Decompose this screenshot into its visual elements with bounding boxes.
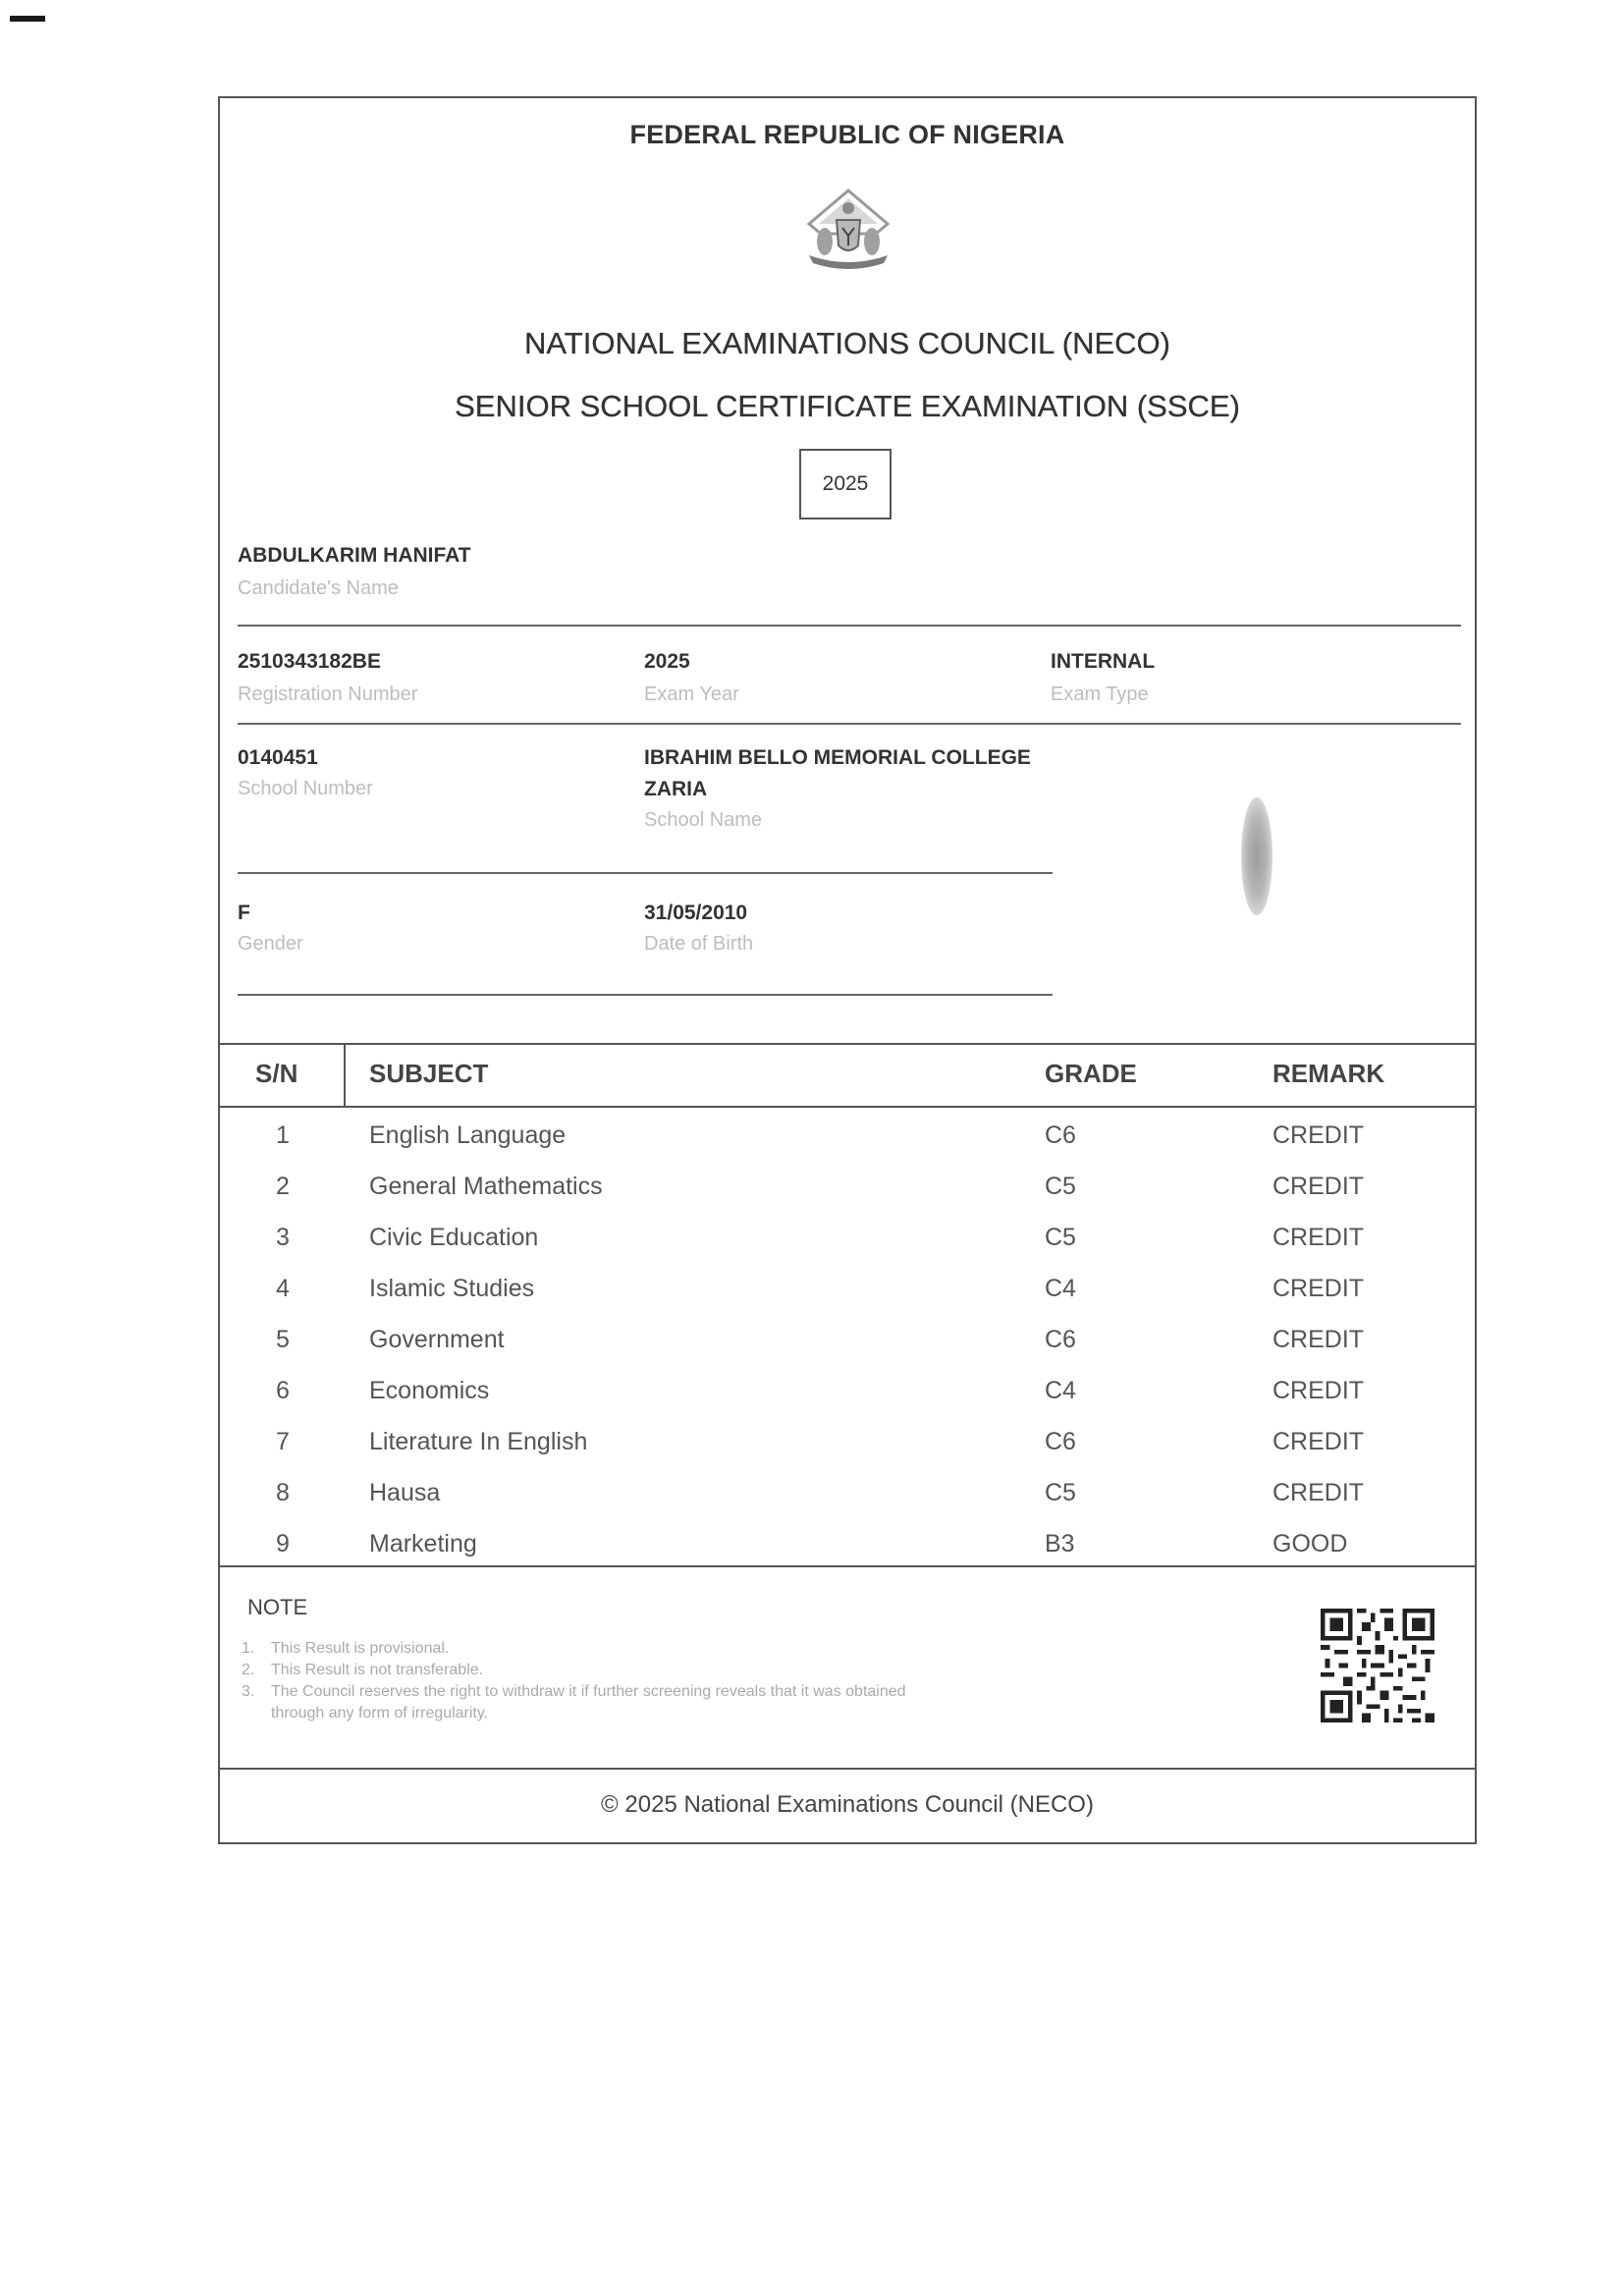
cell-sn: 6 — [276, 1377, 290, 1404]
cell-remark: CREDIT — [1272, 1275, 1365, 1302]
cell-remark: CREDIT — [1272, 1224, 1365, 1251]
note-text: This Result is not transferable. — [271, 1662, 484, 1678]
candidate-name: ABDULKARIM HANIFAT — [238, 544, 471, 567]
cell-subject: English Language — [369, 1121, 567, 1149]
school-number: 0140451 — [238, 746, 318, 769]
divider — [238, 625, 1461, 627]
coat-of-arms-icon — [799, 185, 897, 273]
cell-grade: C4 — [1045, 1377, 1076, 1404]
table-row — [220, 1418, 1479, 1469]
note-number: 1. — [242, 1640, 255, 1657]
date-of-birth-label: Date of Birth — [644, 933, 754, 955]
footer-divider — [220, 1768, 1475, 1770]
exam-year: 2025 — [644, 650, 690, 673]
cell-sn: 2 — [276, 1173, 290, 1200]
cell-remark: CREDIT — [1272, 1428, 1365, 1455]
cell-subject: Hausa — [369, 1479, 441, 1506]
copyright: © 2025 National Examinations Council (NECO) — [601, 1791, 1094, 1818]
table-bottom-border — [220, 1565, 1475, 1567]
school-name-line1: IBRAHIM BELLO MEMORIAL COLLEGE — [644, 746, 1031, 769]
cell-remark: CREDIT — [1272, 1479, 1365, 1506]
table-top-border — [220, 1043, 1475, 1045]
table-row — [220, 1520, 1479, 1571]
school-name-line2: ZARIA — [644, 778, 708, 800]
note-text: This Result is provisional. — [271, 1640, 450, 1657]
header-sn: S/N — [255, 1059, 298, 1088]
cell-grade: C5 — [1045, 1173, 1076, 1200]
table-header-separator — [344, 1043, 346, 1108]
cell-remark: GOOD — [1272, 1530, 1348, 1558]
cell-subject: General Mathematics — [369, 1173, 603, 1200]
table-row — [220, 1163, 1479, 1214]
table-row — [220, 1112, 1479, 1163]
scan-edge-mark — [10, 16, 45, 22]
cell-subject: Marketing — [369, 1530, 477, 1558]
header-subject: SUBJECT — [369, 1059, 489, 1088]
cell-subject: Civic Education — [369, 1224, 539, 1251]
cell-sn: 1 — [276, 1121, 290, 1149]
gender: F — [238, 902, 250, 924]
table-header-border — [220, 1106, 1475, 1108]
qr-code-icon — [1318, 1609, 1437, 1722]
cell-sn: 5 — [276, 1326, 290, 1353]
exam-title: SENIOR SCHOOL CERTIFICATE EXAMINATION (SSCE) — [455, 389, 1240, 423]
note-text: The Council reserves the right to withdraw it if further screening reveals that it was obtained through any form of irregularity. — [271, 1683, 906, 1722]
cell-grade: C5 — [1045, 1224, 1076, 1251]
header-remark: REMARK — [1272, 1059, 1385, 1088]
cell-subject: Government — [369, 1326, 505, 1353]
note-item — [242, 1660, 909, 1681]
note-item — [242, 1638, 909, 1660]
school-name-label: School Name — [644, 809, 763, 831]
note-number: 3. — [242, 1683, 255, 1700]
table-row — [220, 1265, 1479, 1316]
cell-remark: CREDIT — [1272, 1377, 1365, 1404]
cell-remark: CREDIT — [1272, 1326, 1365, 1353]
cell-sn: 3 — [276, 1224, 290, 1251]
cell-sn: 4 — [276, 1275, 290, 1302]
exam-type: INTERNAL — [1051, 650, 1156, 673]
note-title: NOTE — [247, 1595, 308, 1619]
table-row — [220, 1469, 1479, 1520]
cell-sn: 9 — [276, 1530, 290, 1558]
exam-year-box: 2025 — [799, 449, 892, 519]
divider — [238, 994, 1053, 996]
candidate-photo — [1241, 797, 1272, 915]
notes-list — [242, 1638, 909, 1724]
cell-remark: CREDIT — [1272, 1173, 1365, 1200]
table-row — [220, 1214, 1479, 1265]
cell-subject: Literature In English — [369, 1428, 588, 1455]
note-number: 2. — [242, 1662, 255, 1678]
cell-grade: C4 — [1045, 1275, 1076, 1302]
registration-number: 2510343182BE — [238, 650, 381, 673]
results-table-body — [220, 1112, 1479, 1571]
divider — [238, 872, 1053, 874]
exam-type-label: Exam Type — [1051, 683, 1149, 705]
note-item — [242, 1681, 909, 1724]
candidate-name-label: Candidate's Name — [238, 577, 399, 599]
school-number-label: School Number — [238, 778, 373, 799]
cell-grade: C6 — [1045, 1326, 1076, 1353]
cell-sn: 7 — [276, 1428, 290, 1455]
exam-year-label: Exam Year — [644, 683, 739, 705]
cell-subject: Economics — [369, 1377, 490, 1404]
table-row — [220, 1316, 1479, 1367]
cell-subject: Islamic Studies — [369, 1275, 535, 1302]
cell-sn: 8 — [276, 1479, 290, 1506]
country-title: FEDERAL REPUBLIC OF NIGERIA — [629, 120, 1065, 149]
cell-grade: C5 — [1045, 1479, 1076, 1506]
table-row — [220, 1367, 1479, 1418]
cell-remark: CREDIT — [1272, 1121, 1365, 1149]
cell-grade: C6 — [1045, 1428, 1076, 1455]
date-of-birth: 31/05/2010 — [644, 902, 748, 924]
cell-grade: B3 — [1045, 1530, 1075, 1558]
gender-label: Gender — [238, 933, 303, 955]
registration-number-label: Registration Number — [238, 683, 418, 705]
divider — [238, 723, 1461, 725]
result-slip — [218, 96, 1477, 1844]
header-grade: GRADE — [1045, 1059, 1137, 1088]
cell-grade: C6 — [1045, 1121, 1076, 1149]
council-title: NATIONAL EXAMINATIONS COUNCIL (NECO) — [524, 326, 1170, 360]
